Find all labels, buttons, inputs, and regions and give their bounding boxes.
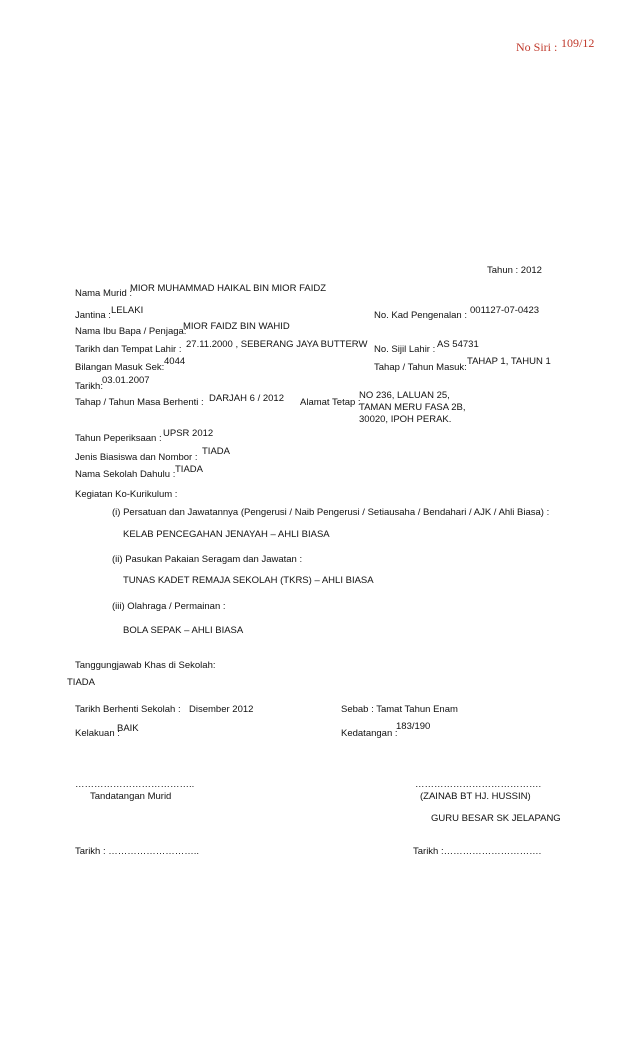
entry-level: TAHAP 1, TAHUN 1 [467, 356, 551, 367]
address-line: TAMAN MERU FASA 2B, [359, 402, 466, 413]
ic-number: 001127-07-0423 [470, 305, 540, 316]
conduct-label: Kelakuan : [75, 728, 120, 739]
cocurricular-item-label: (i) Persatuan dan Jawatannya (Pengerusi / Naib Pengerusi / Setiausaha / Bendahari / AJK / Ahli Biasa) : [112, 507, 550, 518]
conduct: BAIK [117, 723, 139, 734]
headmaster-name: (ZAINAB BT HJ. HUSSIN) [420, 791, 531, 802]
birth-details: 27.11.2000 , SEBERANG JAYA BUTTERW [186, 339, 368, 350]
parent-name: MIOR FAIDZ BIN WAHID [183, 321, 290, 332]
leaving-date-label: Tarikh Berhenti Sekolah : [75, 704, 181, 715]
entry-date: 03.01.2007 [102, 375, 150, 386]
scholarship: TIADA [202, 446, 230, 457]
entry-number-label: Bilangan Masuk Sek: [75, 362, 165, 373]
birth-label: Tarikh dan Tempat Lahir : [75, 344, 182, 355]
headmaster-title: GURU BESAR SK JELAPANG [431, 813, 561, 824]
cocurricular-item-value: TUNAS KADET REMAJA SEKOLAH (TKRS) – AHLI BIASA [123, 575, 374, 586]
scholarship-label: Jenis Biasiswa dan Nombor : [75, 452, 198, 463]
entry-date-label: Tarikh: [75, 381, 103, 392]
headmaster-signature-line: …………………………………. [415, 779, 542, 790]
attendance-label: Kedatangan : [341, 728, 398, 739]
leave-level-label: Tahap / Tahun Masa Berhenti : [75, 397, 204, 408]
birth-cert-label: No. Sijil Lahir : [374, 344, 436, 355]
student-signature-caption: Tandatangan Murid [90, 791, 172, 802]
serial-label: No Siri : [516, 40, 558, 54]
student-sign-date: Tarikh : ……………………….. [75, 846, 200, 857]
attendance: 183/190 [396, 721, 431, 732]
cocurricular-heading: Kegiatan Ko-Kurikulum : [75, 489, 178, 500]
gender-label: Jantina : [75, 310, 111, 321]
address-label: Alamat Tetap : [300, 397, 361, 408]
previous-school: TIADA [175, 464, 203, 475]
leave-level: DARJAH 6 / 2012 [209, 393, 284, 404]
year: Tahun : 2012 [487, 265, 542, 276]
exam-year: UPSR 2012 [163, 428, 214, 439]
leaving-date: Disember 2012 [189, 704, 254, 715]
student-name: MIOR MUHAMMAD HAIKAL BIN MIOR FAIDZ [130, 283, 326, 294]
cocurricular-item-label: (iii) Olahraga / Permainan : [112, 601, 226, 612]
student-name-label: Nama Murid : [75, 288, 133, 299]
cocurricular-item-label: (ii) Pasukan Pakaian Seragam dan Jawatan : [112, 554, 303, 565]
previous-school-label: Nama Sekolah Dahulu : [75, 469, 176, 480]
special-duty: TIADA [67, 677, 95, 688]
address-line: 30020, IPOH PERAK. [359, 414, 452, 425]
gender: LELAKI [111, 305, 144, 316]
ic-label: No. Kad Pengenalan : [374, 310, 467, 321]
birth-cert-number: AS 54731 [437, 339, 479, 350]
parent-label: Nama Ibu Bapa / Penjaga: [75, 326, 187, 337]
leaving-reason: Sebab : Tamat Tahun Enam [341, 704, 458, 715]
entry-level-label: Tahap / Tahun Masuk: [374, 362, 467, 373]
cocurricular-item-value: KELAB PENCEGAHAN JENAYAH – AHLI BIASA [123, 529, 330, 540]
special-duty-label: Tanggungjawab Khas di Sekolah: [75, 660, 216, 671]
headmaster-sign-date: Tarikh :…………………………. [413, 846, 542, 857]
entry-number: 4044 [164, 356, 186, 367]
address-line: NO 236, LALUAN 25, [359, 390, 450, 401]
student-signature-line: ……………………………….. [75, 779, 195, 790]
cocurricular-item-value: BOLA SEPAK – AHLI BIASA [123, 625, 244, 636]
exam-label: Tahun Peperiksaan : [75, 433, 162, 444]
serial-number: 109/12 [561, 36, 595, 50]
